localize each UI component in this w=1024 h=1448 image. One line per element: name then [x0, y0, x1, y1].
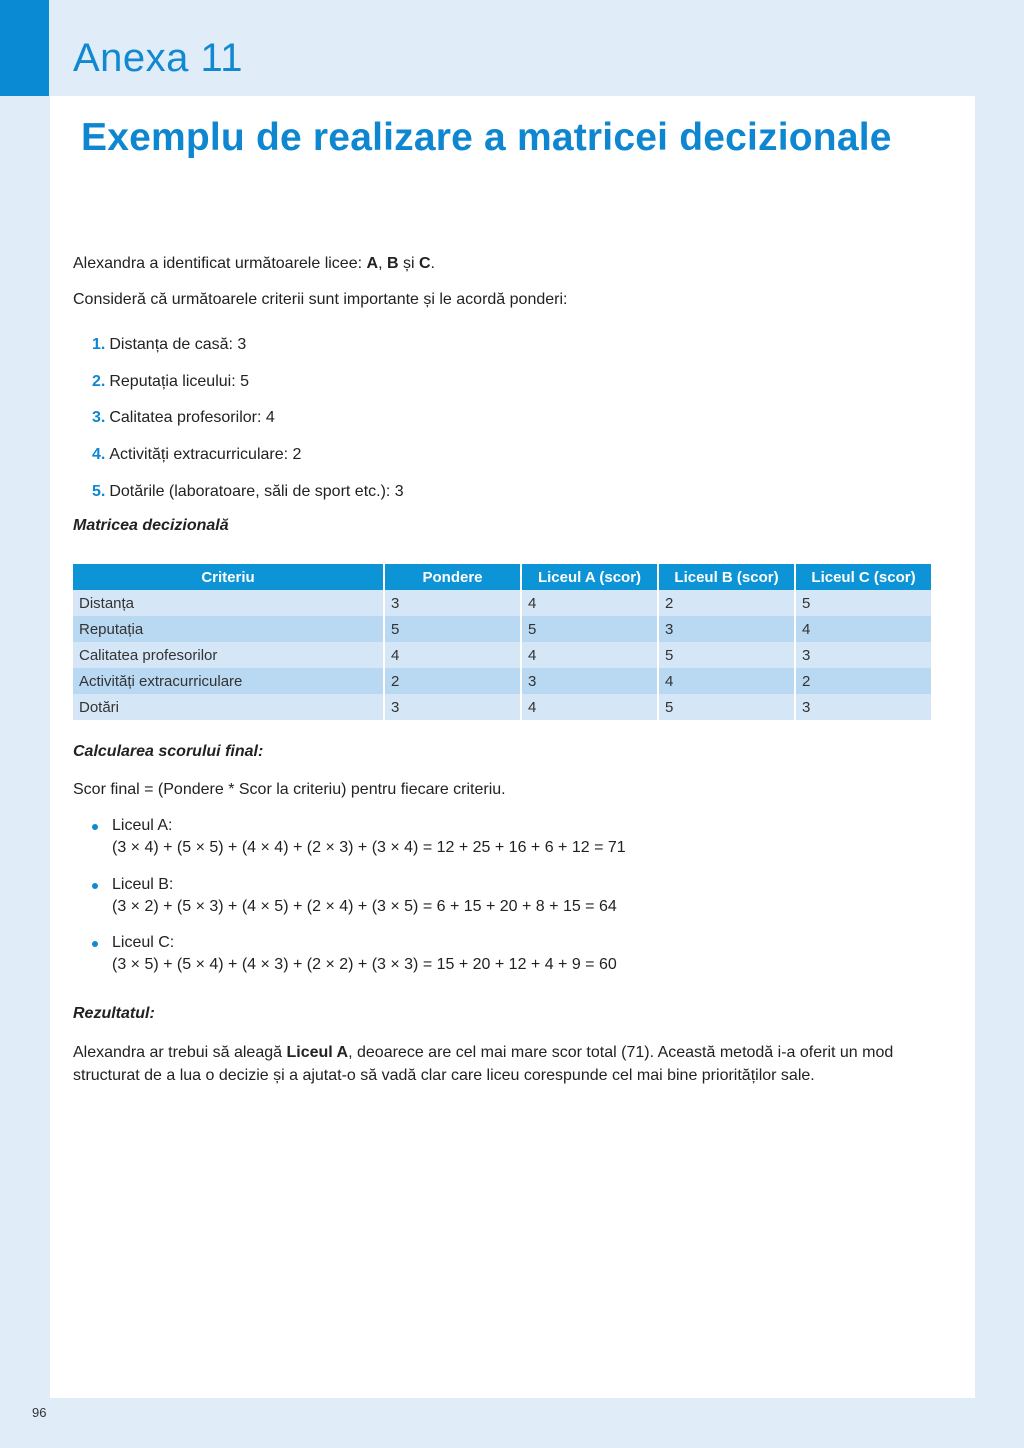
school-a: A	[366, 255, 379, 272]
score-expression: (3 × 4) + (5 × 5) + (4 × 4) + (2 × 3) + (3 × 4) = 12 + 25 + 16 + 6 + 12 = 71	[112, 839, 626, 856]
bullet-icon	[92, 824, 98, 830]
table-row	[73, 616, 931, 642]
table-cell: 3	[384, 590, 521, 616]
table-cell: 3	[795, 642, 931, 668]
separator: și	[398, 255, 419, 272]
criteria-number: 4.	[92, 446, 106, 464]
table-cell: 4	[521, 642, 658, 668]
page-title: Exemplu de realizare a matricei decizionale	[81, 116, 892, 159]
criteria-list	[92, 334, 404, 517]
result-paragraph	[73, 1041, 953, 1087]
bullet-icon	[92, 941, 98, 947]
table-cell: 2	[795, 668, 931, 694]
criteria-item	[92, 334, 404, 371]
table-cell: Activități extracurriculare	[73, 668, 384, 694]
period: .	[430, 255, 435, 272]
score-item	[92, 932, 626, 991]
annex-accent-bar	[0, 0, 49, 96]
table-cell: Distanța	[73, 590, 384, 616]
result-text: , deoarece are cel mai mare scor total (71). Această metodă i-a oferit un mod structurat de a lua o decizie și a ajutat-o să vadă clar care liceu corespunde cel mai bine priorităților sale.	[73, 1044, 894, 1084]
table-row	[73, 694, 931, 720]
score-expression: (3 × 2) + (5 × 3) + (4 × 5) + (2 × 4) + (3 × 5) = 6 + 15 + 20 + 8 + 15 = 64	[112, 897, 617, 915]
table-cell: 3	[521, 668, 658, 694]
table-cell: 4	[521, 694, 658, 720]
criteria-text: Dotările (laboratoare, săli de sport etc.): 3	[109, 482, 404, 500]
criteria-number: 2.	[92, 372, 106, 390]
intro-text: Alexandra a identificat următoarele licee:	[73, 255, 367, 272]
table-cell: 3	[384, 694, 521, 720]
score-label: Liceul C:	[112, 934, 175, 951]
criteria-item	[92, 371, 404, 408]
table-cell: 5	[384, 616, 521, 642]
criteria-number: 3.	[92, 409, 106, 427]
formula-text: Scor final = (Pondere * Scor la criteriu) pentru fiecare criteriu.	[73, 781, 506, 798]
criteria-number: 5.	[92, 482, 106, 500]
criteria-number: 1.	[92, 336, 106, 353]
bullet-icon	[92, 883, 98, 889]
school-c: C	[418, 255, 431, 272]
criteria-text: Distanța de casă: 3	[109, 336, 247, 353]
score-expression: (3 × 5) + (5 × 4) + (4 × 3) + (2 × 2) + (3 × 3) = 15 + 20 + 12 + 4 + 9 = 60	[112, 956, 617, 973]
decision-matrix-table	[73, 564, 931, 720]
table-row	[73, 642, 931, 668]
table-cell: 5	[795, 590, 931, 616]
table-cell: 2	[384, 668, 521, 694]
table-cell: 4	[795, 616, 931, 642]
score-label: Liceul B:	[112, 875, 174, 893]
result-text: Alexandra ar trebui să aleagă	[73, 1044, 287, 1061]
score-list	[92, 815, 626, 991]
table-row	[73, 668, 931, 694]
criteria-item	[92, 481, 404, 518]
intro-line-1	[73, 253, 435, 275]
school-b: B	[386, 255, 399, 272]
result-choice: Liceul A	[286, 1044, 349, 1061]
separator: ,	[378, 255, 387, 272]
calculation-heading: Calcularea scorului final:	[73, 743, 264, 760]
table-row	[73, 590, 931, 616]
criteria-text: Calitatea profesorilor: 4	[109, 409, 275, 427]
column-header: Pondere	[384, 564, 521, 590]
table-cell: Dotări	[73, 694, 384, 720]
score-item	[92, 815, 626, 874]
result-heading: Rezultatul:	[73, 1005, 155, 1022]
table-cell: 5	[658, 694, 795, 720]
score-item	[92, 874, 626, 933]
criteria-item	[92, 444, 404, 481]
table-cell: 2	[658, 590, 795, 616]
column-header: Liceul A (scor)	[521, 564, 658, 590]
intro-line-2: Consideră că următoarele criterii sunt importante și le acordă ponderi:	[73, 291, 568, 308]
table-cell: Calitatea profesorilor	[73, 642, 384, 668]
annex-label: Anexa 11	[73, 36, 244, 80]
criteria-item	[92, 407, 404, 444]
table-cell: 3	[795, 694, 931, 720]
column-header: Liceul B (scor)	[658, 564, 795, 590]
matrix-heading: Matricea decizională	[73, 517, 229, 534]
table-cell: 3	[658, 616, 795, 642]
page-body	[50, 96, 975, 1398]
column-header: Criteriu	[73, 564, 384, 590]
table-cell: 4	[658, 668, 795, 694]
criteria-text: Activități extracurriculare: 2	[109, 446, 302, 464]
table-cell: Reputația	[73, 616, 384, 642]
criteria-text: Reputația liceului: 5	[109, 372, 249, 390]
table-cell: 5	[521, 616, 658, 642]
table-header-row	[73, 564, 931, 590]
column-header: Liceul C (scor)	[795, 564, 931, 590]
score-label: Liceul A:	[112, 817, 173, 834]
page-number: 96	[32, 1405, 47, 1420]
table-cell: 5	[658, 642, 795, 668]
table-cell: 4	[521, 590, 658, 616]
table-cell: 4	[384, 642, 521, 668]
